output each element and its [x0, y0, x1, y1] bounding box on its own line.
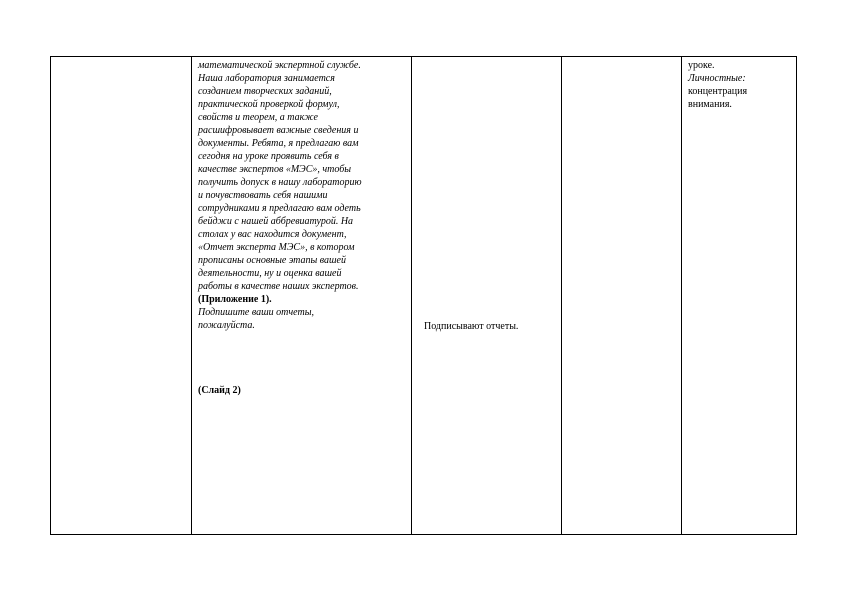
teacher-line: практической проверкой формул, — [198, 99, 340, 110]
teacher-line: расшифровывает важные сведения и — [198, 125, 359, 136]
teacher-line: деятельности, ну и оценка вашей — [198, 268, 342, 279]
teacher-line: сегодня на уроке проявить себя в — [198, 151, 339, 162]
teacher-line: получить допуск в нашу лабораторию — [198, 177, 362, 188]
results-label: Личностные: — [688, 73, 746, 84]
teacher-line: столах у вас находится документ, — [198, 229, 347, 240]
teacher-line: документы. Ребята, я предлагаю вам — [198, 138, 359, 149]
teacher-line: математической экспертной службе. — [198, 60, 361, 71]
teacher-line: пожалуйста. — [198, 320, 255, 331]
teacher-line: бейджи с нашей аббревиатурой. На — [198, 216, 354, 227]
teacher-line: и почувствовать себя нашими — [198, 190, 328, 201]
teacher-line: «Отчет эксперта МЭС», в котором — [198, 242, 355, 253]
results-cell — [682, 57, 797, 535]
spacer — [198, 332, 407, 384]
slide-ref: (Слайд 2) — [198, 385, 241, 396]
teacher-line: созданием творческих заданий, — [198, 86, 332, 97]
teacher-activity-cell — [192, 57, 412, 535]
teacher-line: сотрудниками я предлагаю вам одеть — [198, 203, 361, 214]
teacher-line: Подпишите ваши отчеты, — [198, 307, 314, 318]
results-line: уроке. — [688, 60, 715, 71]
results-line: внимания. — [688, 99, 732, 110]
results-line: концентрация — [688, 86, 748, 97]
student-text: Подписывают отчеты. — [424, 321, 519, 332]
teacher-line: работы в качестве наших экспертов. — [198, 281, 359, 292]
student-activity-cell — [412, 57, 562, 535]
empty-cell — [562, 57, 682, 535]
lesson-table — [50, 56, 797, 535]
table-row — [51, 57, 797, 535]
teacher-line: прописаны основные этапы вашей — [198, 255, 346, 266]
stage-cell — [51, 57, 192, 535]
teacher-line: свойств и теорем, а также — [198, 112, 318, 123]
appendix-ref: (Приложение 1). — [198, 294, 272, 305]
teacher-line: Наша лаборатория занимается — [198, 73, 335, 84]
teacher-line: качестве экспертов «МЭС», чтобы — [198, 164, 352, 175]
